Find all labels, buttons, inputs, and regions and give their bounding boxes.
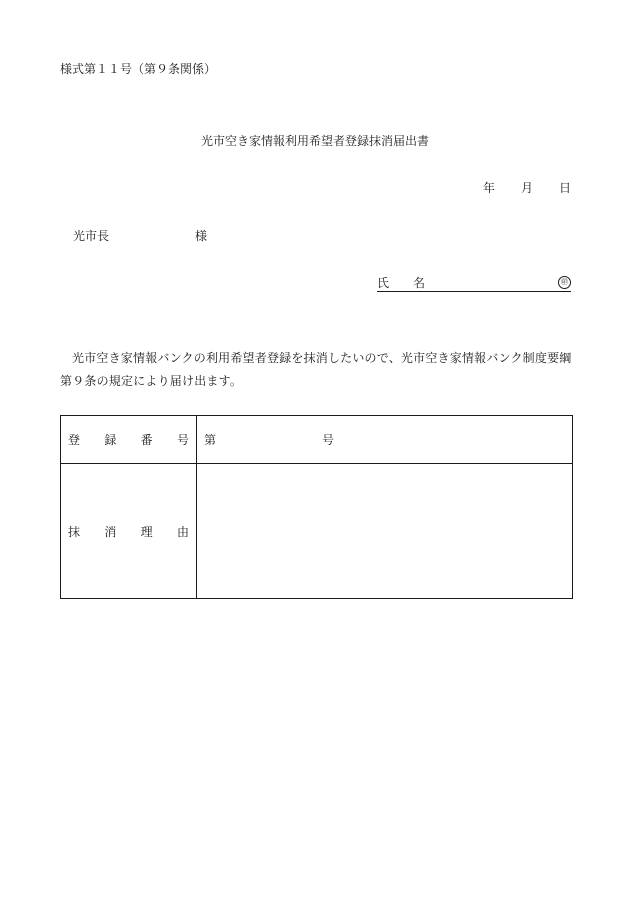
cancellation-reason-field[interactable] xyxy=(197,464,573,599)
registration-suffix: 号 xyxy=(322,433,335,447)
registration-number-field[interactable] xyxy=(197,416,573,464)
body-paragraph: 光市空き家情報バンクの利用希望者登録を抹消したいので、光市空き家情報バンク制度要綱第９条の規定により届け出ます。 xyxy=(60,351,572,388)
applicant-name-label: 氏 名 xyxy=(377,276,426,290)
addressee-honorific: 様 xyxy=(195,229,208,243)
reason-label-char: 消 xyxy=(104,524,117,539)
registration-label-char: 号 xyxy=(176,433,189,447)
registration-number-row xyxy=(61,416,573,464)
date-month-label: 月 xyxy=(520,181,533,195)
date-year-label: 年 xyxy=(482,181,495,195)
reason-label-char: 理 xyxy=(140,524,153,539)
date-day-label: 日 xyxy=(558,181,571,195)
registration-number-label xyxy=(61,416,197,464)
cancellation-reason-label xyxy=(61,464,197,599)
registration-label-char: 登 xyxy=(68,433,81,447)
document-title: 光市空き家情報利用希望者登録抹消届出書 xyxy=(200,134,429,148)
reason-label-char: 抹 xyxy=(68,524,81,539)
registration-prefix: 第 xyxy=(204,433,217,447)
reason-label-char: 由 xyxy=(176,524,189,539)
addressee-name: 光市長 xyxy=(73,229,110,243)
applicant-name-field[interactable] xyxy=(377,277,571,292)
cancellation-reason-row xyxy=(61,464,573,599)
form-number: 様式第１１号（第９条関係） xyxy=(60,62,217,76)
addressee xyxy=(73,230,207,242)
registration-number-value[interactable] xyxy=(216,431,322,448)
registration-table xyxy=(60,415,573,599)
registration-label-char: 番 xyxy=(140,433,153,447)
registration-label-char: 録 xyxy=(104,433,117,447)
date-line xyxy=(483,182,571,194)
seal-icon: ㊞ xyxy=(558,276,571,289)
